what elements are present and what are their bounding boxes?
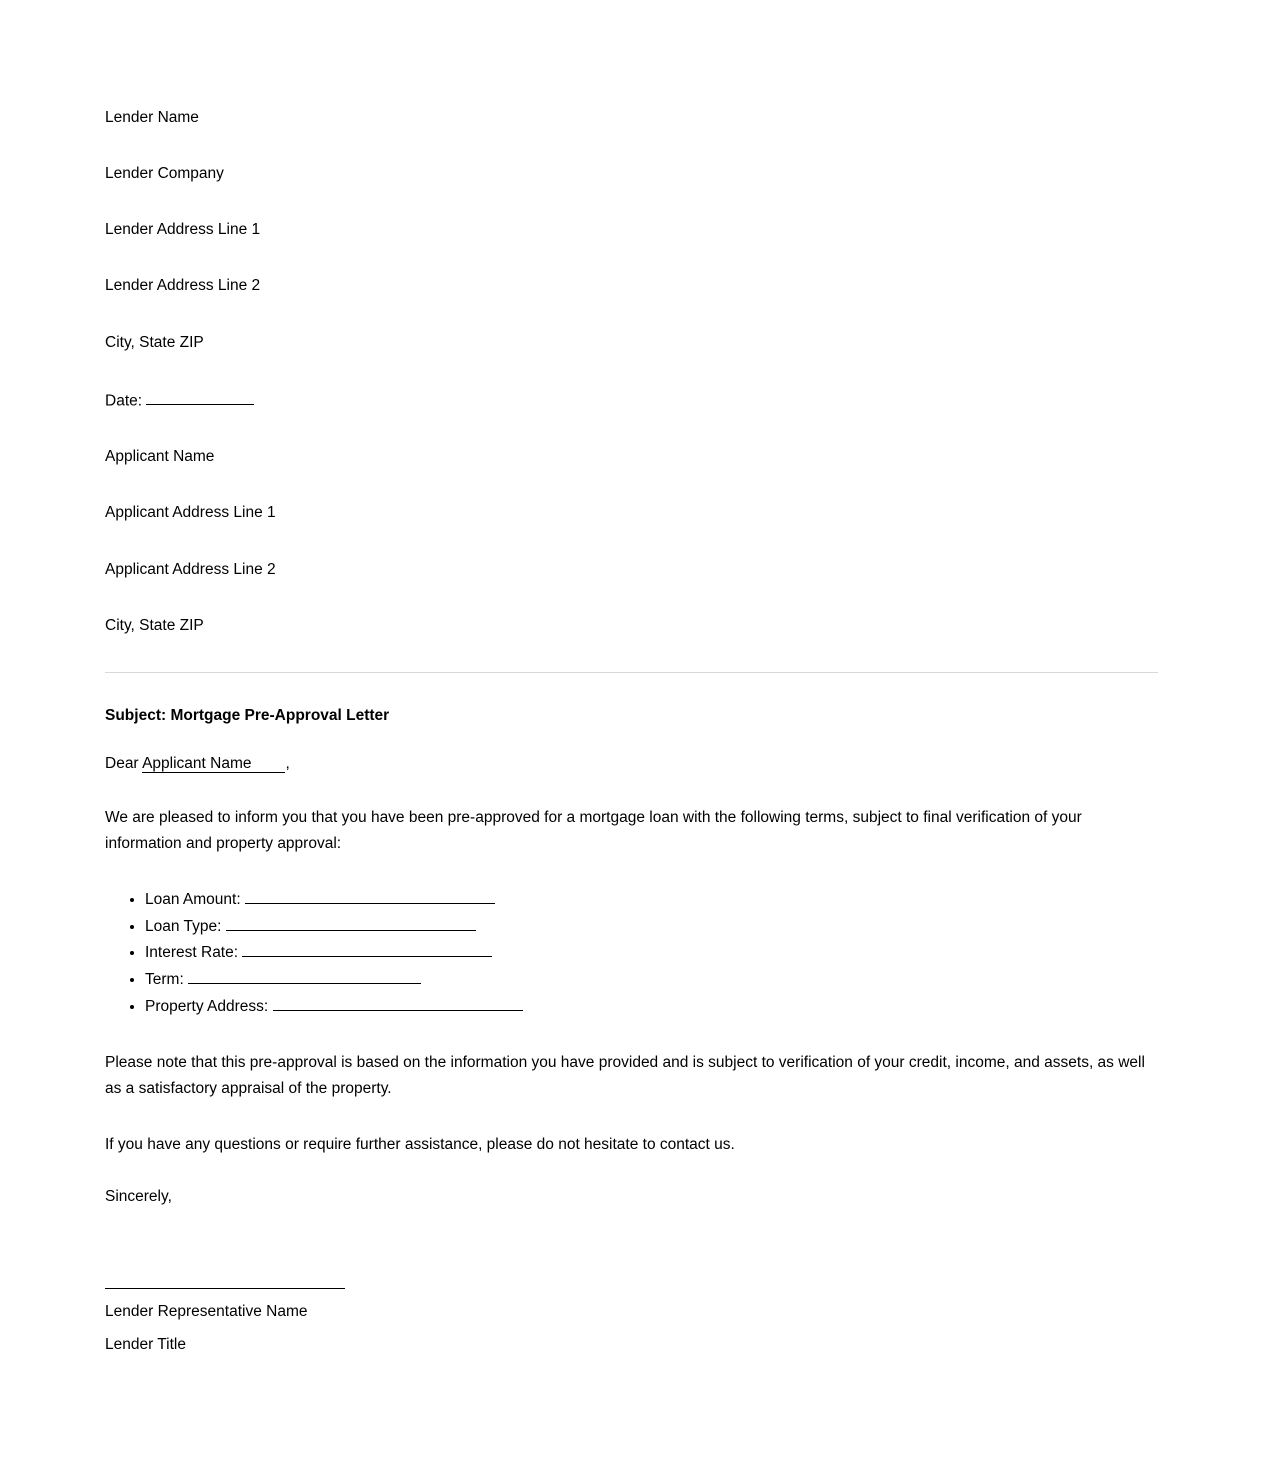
salutation-suffix: ,: [285, 754, 290, 772]
term-blank-field[interactable]: [188, 967, 421, 984]
applicant-address-line-1: Applicant Address Line 1: [105, 504, 276, 522]
list-item: [145, 940, 1158, 967]
list-item: [145, 914, 1158, 941]
list-item: [145, 967, 1158, 994]
date-blank-field[interactable]: [146, 389, 254, 406]
contact-paragraph: If you have any questions or require further assistance, please do not hesitate to contact us.: [105, 1136, 735, 1154]
salutation: [105, 755, 1158, 773]
loan-amount-blank-field[interactable]: [245, 887, 495, 904]
lender-name: Lender Name: [105, 109, 199, 126]
signature-title: Lender Title: [105, 1336, 186, 1354]
interest-rate-blank-field[interactable]: [242, 941, 492, 958]
date-label: Date:: [105, 392, 143, 410]
signature-space: [105, 1218, 1158, 1288]
section-divider: [105, 672, 1158, 673]
lender-city-state-zip: City, State ZIP: [105, 333, 204, 351]
property-address-label: Property Address:: [145, 997, 269, 1015]
interest-rate-label: Interest Rate:: [145, 944, 239, 962]
verification-note-paragraph: Please note that this pre-approval is based on the information you have provided and is subject to verification of your credit, income, and assets, as well as a satisfactory appraisal of the property.: [105, 1054, 1145, 1098]
loan-type-label: Loan Type:: [145, 917, 222, 935]
signature-line[interactable]: [105, 1288, 345, 1289]
salutation-prefix: Dear: [105, 754, 139, 772]
lender-address-line-1: Lender Address Line 1: [105, 221, 261, 239]
loan-type-blank-field[interactable]: [226, 914, 476, 931]
applicant-name: Applicant Name: [105, 448, 215, 466]
subject-line: Subject: Mortgage Pre-Approval Letter: [105, 706, 390, 724]
term-label: Term:: [145, 970, 184, 988]
lender-block: [105, 108, 1158, 411]
lender-company: Lender Company: [105, 165, 224, 183]
applicant-city-state-zip: City, State ZIP: [105, 616, 204, 634]
loan-terms-list: [105, 887, 1158, 1020]
date-line: [105, 389, 1158, 412]
applicant-block: [105, 447, 1158, 636]
list-item: [145, 887, 1158, 914]
closing-line: Sincerely,: [105, 1188, 172, 1206]
signature-name: Lender Representative Name: [105, 1303, 308, 1321]
loan-amount-label: Loan Amount:: [145, 890, 241, 908]
salutation-name-field[interactable]: Applicant Name: [142, 755, 285, 773]
applicant-address-line-2: Applicant Address Line 2: [105, 560, 276, 578]
list-item: [145, 994, 1158, 1021]
intro-paragraph: We are pleased to inform you that you have been pre-approved for a mortgage loan with the following terms, subject to final verification of your information and property approval:: [105, 808, 1082, 852]
lender-address-line-2: Lender Address Line 2: [105, 277, 261, 295]
property-address-blank-field[interactable]: [273, 994, 523, 1011]
